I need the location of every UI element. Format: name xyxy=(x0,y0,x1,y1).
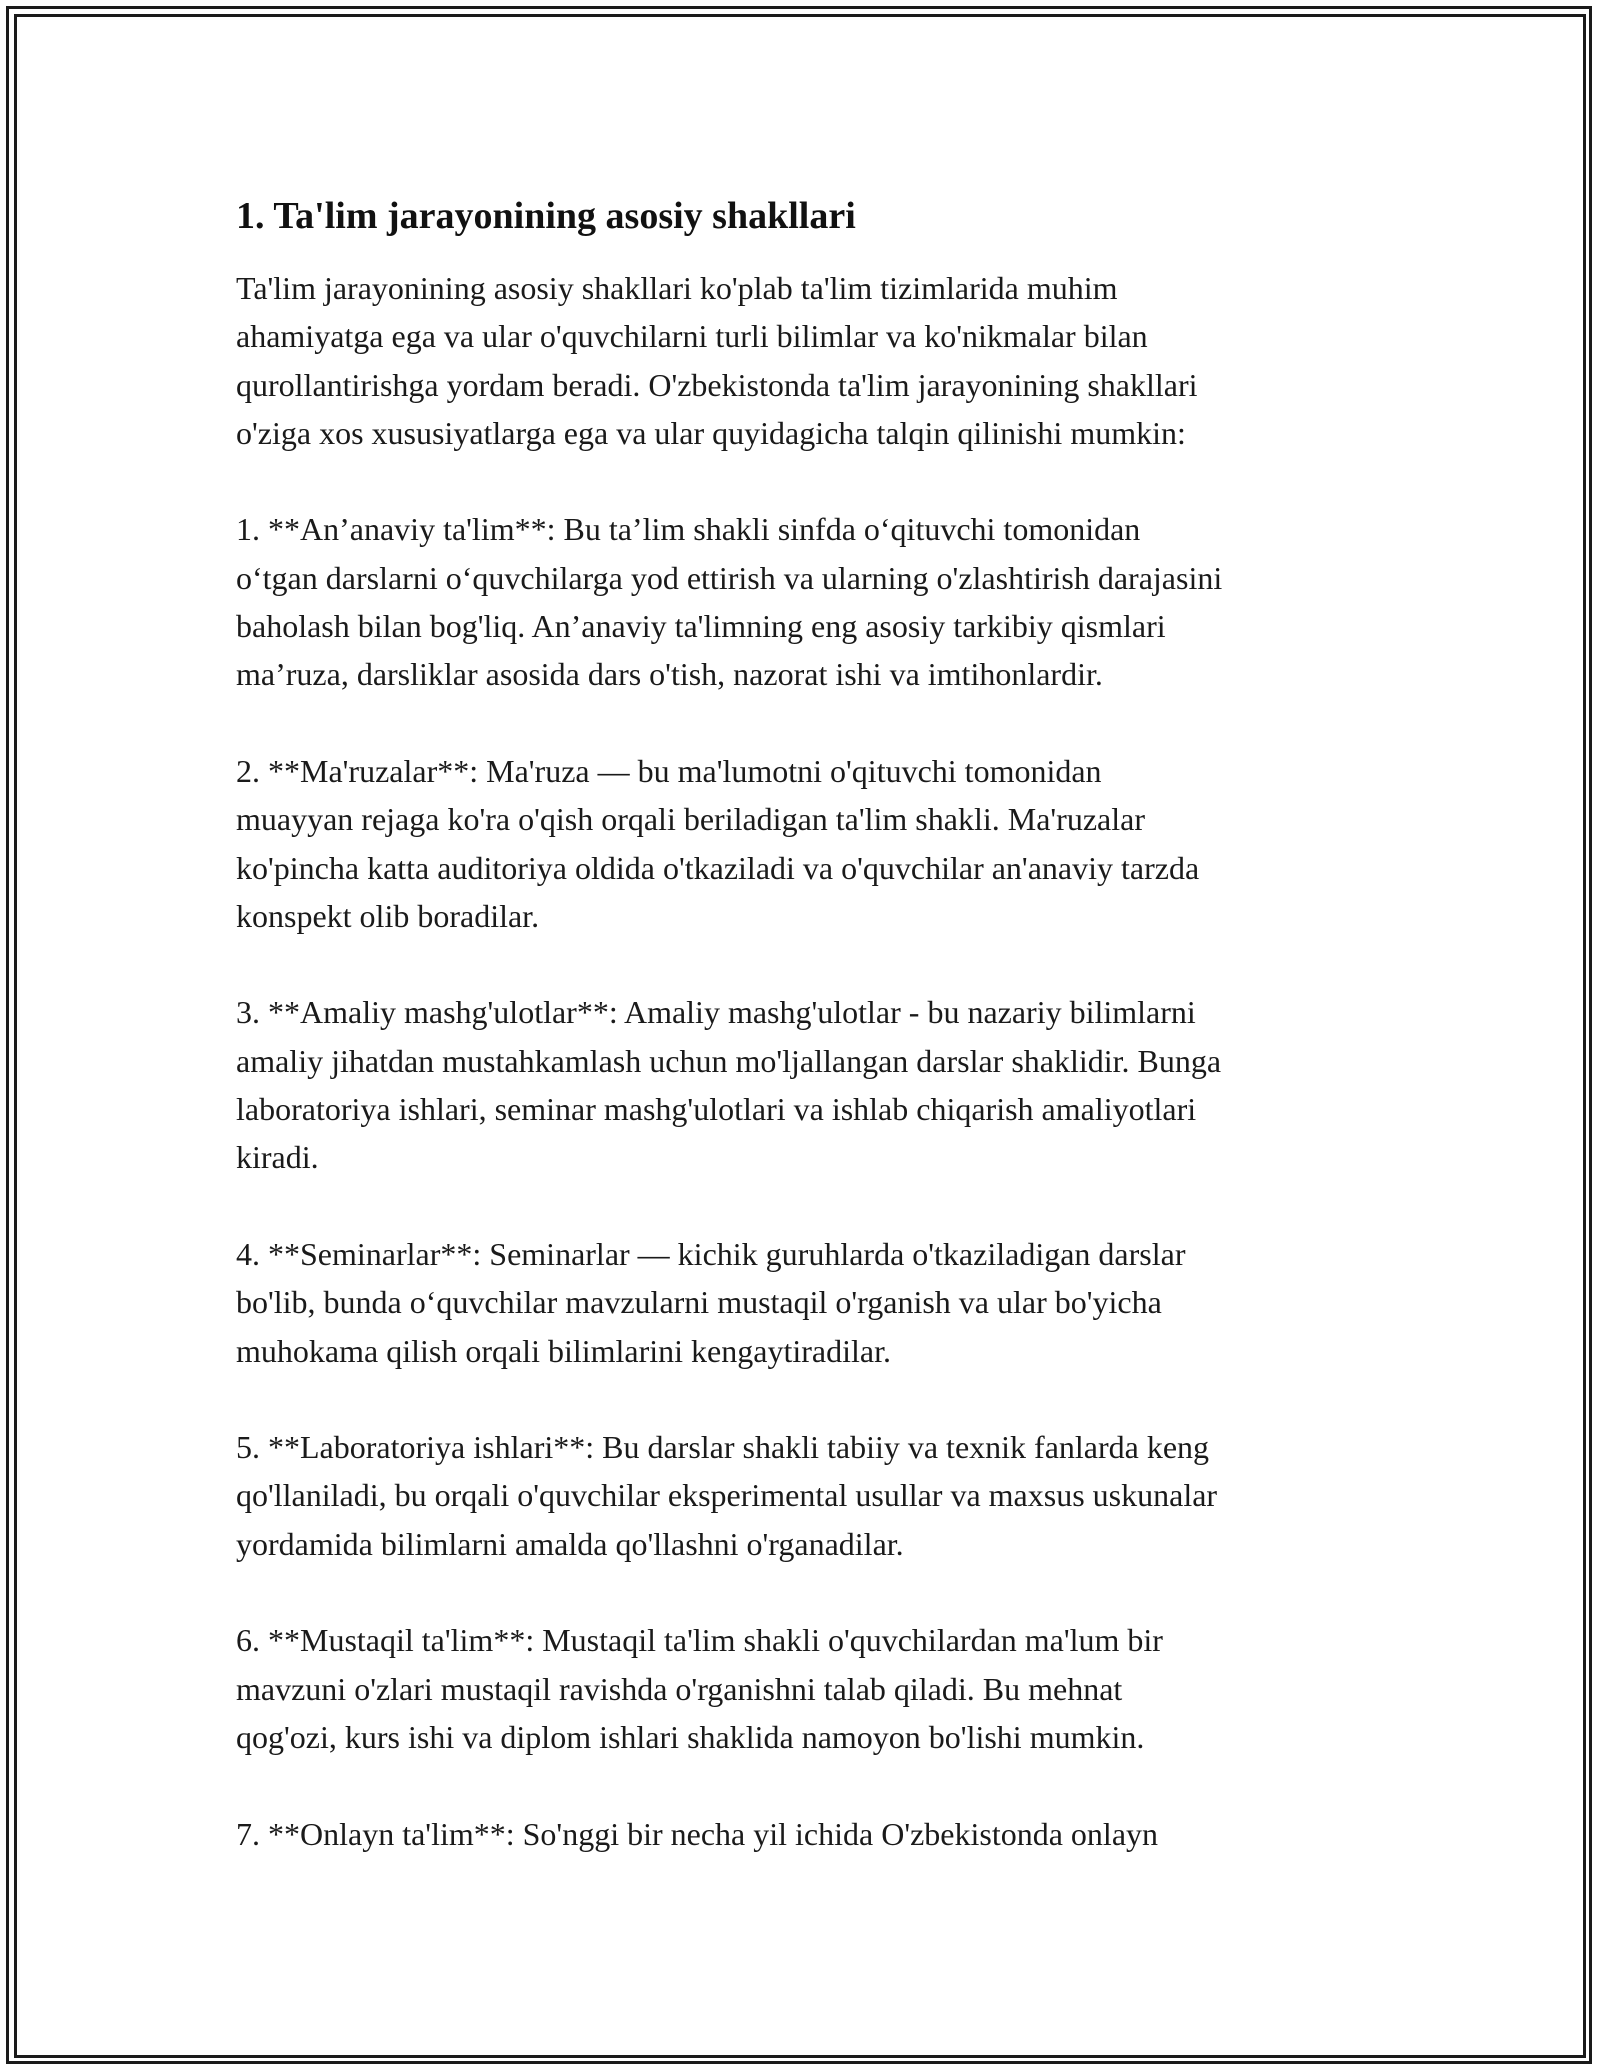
list-item-laboratory-work xyxy=(236,1423,1386,1568)
text-line: qurollantirishga yordam beradi. O'zbekistonda ta'lim jarayonining shakllari xyxy=(236,366,1198,403)
text-line: kiradi. xyxy=(236,1139,319,1176)
text-line: muayyan rejaga ko'ra o'qish orqali beriladigan ta'lim shakli. Ma'ruzalar xyxy=(236,801,1145,838)
text-line: 4. **Seminarlar**: Seminarlar — kichik guruhlarda o'tkaziladigan darslar xyxy=(236,1235,1186,1272)
text-line: 3. **Amaliy mashg'ulotlar**: Amaliy mashg'ulotlar - bu nazariy bilimlarni xyxy=(236,994,1196,1031)
text-line: laboratoriya ishlari, seminar mashg'ulotlari va ishlab chiqarish amaliyotlari xyxy=(236,1091,1197,1128)
text-line: o'ziga xos xususiyatlarga ega va ular quyidagicha talqin qilinishi mumkin: xyxy=(236,414,1186,451)
intro-paragraph xyxy=(236,264,1386,457)
document-body xyxy=(236,188,1386,1858)
text-line: ko'pincha katta auditoriya oldida o'tkaziladi va o'quvchilar an'anaviy tarzda xyxy=(236,849,1200,886)
text-line: konspekt olib boradilar. xyxy=(236,897,540,934)
text-line: mavzuni o'zlari mustaqil ravishda o'rganishni talab qiladi. Bu mehnat xyxy=(236,1670,1123,1707)
text-line: qo'llaniladi, bu orqali o'quvchilar eksperimental usullar va maxsus uskunalar xyxy=(236,1477,1218,1514)
text-line: 7. **Onlayn ta'lim**: So'nggi bir necha yil ichida O'zbekistonda onlayn xyxy=(236,1815,1159,1852)
section-heading: 1. Ta'lim jarayonining asosiy shakllari xyxy=(236,195,856,237)
text-line: amaliy jihatdan mustahkamlash uchun mo'ljallangan darslar shaklidir. Bunga xyxy=(236,1042,1222,1079)
text-line: baholash bilan bog'liq. An’anaviy ta'limning eng asosiy tarkibiy qismlari xyxy=(236,608,1166,645)
text-line: 5. **Laboratoriya ishlari**: Bu darslar shakli tabiiy va texnik fanlarda keng xyxy=(236,1429,1210,1466)
text-line: qog'ozi, kurs ishi va diplom ishlari shaklida namoyon bo'lishi mumkin. xyxy=(236,1718,1145,1755)
text-line: yordamida bilimlarni amalda qo'llashni o'rganadilar. xyxy=(236,1525,904,1562)
list-item-traditional-education xyxy=(236,505,1386,698)
list-item-practical-sessions xyxy=(236,988,1386,1181)
text-line: bo'lib, bunda o‘quvchilar mavzularni mustaqil o'rganish va ular bo'yicha xyxy=(236,1284,1162,1321)
list-item-seminars xyxy=(236,1230,1386,1375)
list-item-lectures xyxy=(236,747,1386,940)
text-line: ma’ruza, darsliklar asosida dars o'tish, nazorat ishi va imtihonlardir. xyxy=(236,656,1103,693)
text-line: 6. **Mustaqil ta'lim**: Mustaqil ta'lim shakli o'quvchilardan ma'lum bir xyxy=(236,1622,1163,1659)
text-line: Ta'lim jarayonining asosiy shakllari ko'plab ta'lim tizimlarida muhim xyxy=(236,270,1118,306)
text-line: o‘tgan darslarni o‘quvchilarga yod ettirish va ularning o'zlashtirish darajasini xyxy=(236,559,1223,596)
text-line: 1. **An’anaviy ta'lim**: Bu ta’lim shakli sinfda o‘qituvchi tomonidan xyxy=(236,511,1141,548)
text-line: 2. **Ma'ruzalar**: Ma'ruza — bu ma'lumotni o'qituvchi tomonidan xyxy=(236,752,1102,789)
text-line: muhokama qilish orqali bilimlarini kengaytiradilar. xyxy=(236,1332,891,1369)
list-item-independent-study xyxy=(236,1616,1386,1761)
text-line: ahamiyatga ega va ular o'quvchilarni turli bilimlar va ko'nikmalar bilan xyxy=(236,318,1148,355)
list-item-online-education xyxy=(236,1810,1386,1858)
